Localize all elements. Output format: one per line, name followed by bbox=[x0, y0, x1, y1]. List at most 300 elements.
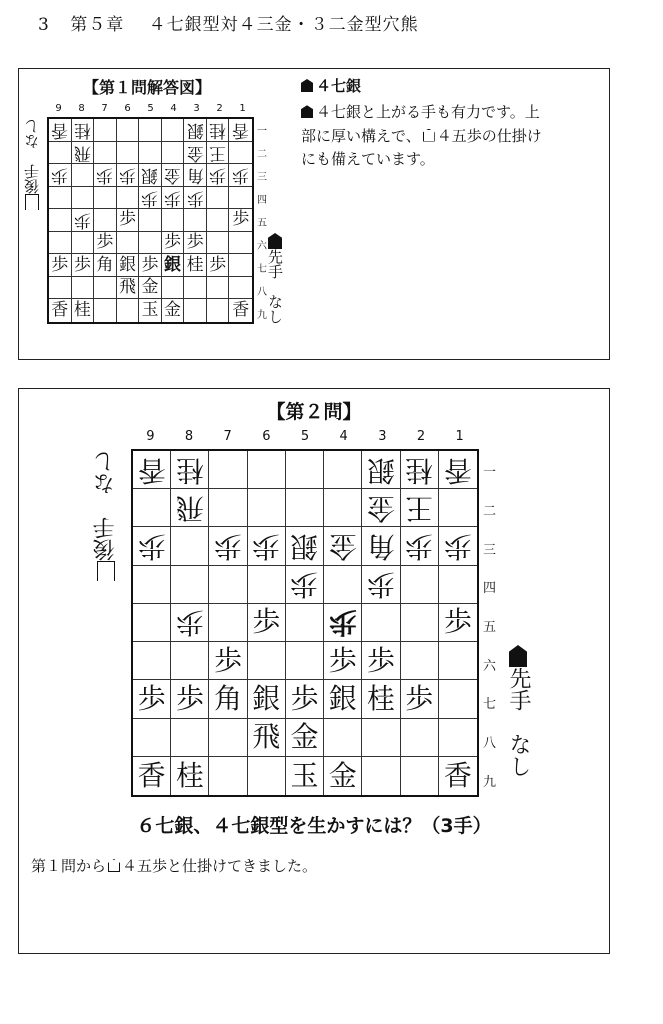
board-square bbox=[286, 489, 324, 527]
board-square bbox=[117, 299, 140, 322]
shogi-piece: 歩 bbox=[290, 568, 319, 602]
board-square bbox=[117, 209, 140, 232]
board-square bbox=[139, 119, 162, 142]
column-label: 1 bbox=[239, 103, 246, 114]
board-square bbox=[286, 642, 324, 680]
row-label: 九 bbox=[483, 774, 497, 790]
shogi-piece: 飛 bbox=[73, 142, 91, 163]
shogi-piece: 歩 bbox=[252, 605, 281, 639]
shogi-piece: 角 bbox=[214, 681, 243, 715]
column-label: 1 bbox=[455, 429, 464, 444]
page-header bbox=[38, 10, 419, 35]
board-square bbox=[139, 277, 162, 300]
row-label: 九 bbox=[257, 309, 267, 321]
board-square bbox=[184, 209, 207, 232]
board-square bbox=[209, 680, 247, 718]
shogi-piece: 歩 bbox=[252, 530, 281, 564]
problem1-box bbox=[18, 68, 610, 360]
board-square bbox=[72, 164, 95, 187]
board-square bbox=[207, 142, 230, 165]
shogi-piece: 歩 bbox=[118, 165, 136, 186]
board-square bbox=[248, 527, 286, 565]
board-square bbox=[49, 299, 72, 322]
board-square bbox=[401, 757, 439, 795]
board-square bbox=[162, 232, 185, 255]
shogi-piece: 王 bbox=[405, 491, 434, 525]
board-square bbox=[401, 680, 439, 718]
sente-label: 先手 bbox=[506, 667, 531, 711]
board-square bbox=[162, 119, 185, 142]
board-square bbox=[139, 209, 162, 232]
board-square bbox=[362, 489, 400, 527]
gote-label: 後手 bbox=[93, 517, 118, 561]
shogi-piece: 歩 bbox=[137, 530, 166, 564]
shogi-piece: 歩 bbox=[290, 681, 319, 715]
column-label: 7 bbox=[101, 103, 108, 114]
problem1-sente-info bbox=[267, 233, 282, 324]
gote-label: 後手 bbox=[23, 164, 41, 194]
shogi-piece: 玉 bbox=[290, 758, 319, 792]
board-square bbox=[139, 232, 162, 255]
board-square bbox=[362, 451, 400, 489]
board-square bbox=[72, 277, 95, 300]
board-square bbox=[94, 142, 117, 165]
board-square bbox=[162, 164, 185, 187]
shogi-piece: 桂 bbox=[405, 453, 434, 487]
row-label: 六 bbox=[257, 240, 267, 252]
shogi-piece: 歩 bbox=[186, 187, 204, 208]
problem1-board bbox=[47, 117, 254, 324]
problem1-title: 【第１問解答図】 bbox=[83, 78, 212, 97]
shogi-piece: 桂 bbox=[73, 300, 91, 321]
board-square bbox=[49, 232, 72, 255]
board-square bbox=[248, 566, 286, 604]
shogi-piece: 歩 bbox=[164, 187, 182, 208]
board-square bbox=[49, 209, 72, 232]
problem2-board bbox=[131, 449, 479, 797]
board-square bbox=[286, 719, 324, 757]
gote-icon bbox=[108, 859, 120, 872]
board-square bbox=[324, 642, 362, 680]
board-square bbox=[439, 757, 477, 795]
problem1-gote-info bbox=[25, 119, 40, 210]
board-square bbox=[439, 527, 477, 565]
shogi-piece: 王 bbox=[209, 142, 227, 163]
shogi-piece: 香 bbox=[443, 758, 472, 792]
shogi-piece: 桂 bbox=[175, 758, 204, 792]
board-square bbox=[117, 232, 140, 255]
board-square bbox=[72, 187, 95, 210]
problem1-column-labels bbox=[47, 103, 254, 117]
column-label: 3 bbox=[193, 103, 200, 114]
board-square bbox=[286, 527, 324, 565]
board-square bbox=[94, 254, 117, 277]
shogi-piece: 歩 bbox=[96, 165, 114, 186]
shogi-piece: 玉 bbox=[141, 300, 159, 321]
board-square bbox=[171, 527, 209, 565]
board-square bbox=[171, 604, 209, 642]
board-square bbox=[139, 142, 162, 165]
board-square bbox=[72, 209, 95, 232]
shogi-piece: 歩 bbox=[366, 643, 395, 677]
row-label: 六 bbox=[483, 658, 497, 674]
board-square bbox=[229, 277, 252, 300]
column-label: 7 bbox=[223, 429, 232, 444]
board-square bbox=[49, 119, 72, 142]
shogi-piece: 香 bbox=[232, 120, 250, 141]
shogi-piece: 角 bbox=[96, 254, 114, 275]
shogi-piece: 歩 bbox=[73, 210, 91, 231]
board-square bbox=[324, 566, 362, 604]
gote-icon bbox=[25, 194, 39, 210]
board-square bbox=[117, 277, 140, 300]
column-label: 4 bbox=[170, 103, 177, 114]
problem2-intro: 第１問から ４五歩と仕掛けてきました。 bbox=[31, 857, 318, 875]
shogi-piece: 金 bbox=[328, 758, 357, 792]
shogi-piece: 歩 bbox=[96, 232, 114, 253]
board-square bbox=[133, 566, 171, 604]
board-square bbox=[94, 232, 117, 255]
sente-icon bbox=[509, 645, 527, 667]
board-square bbox=[133, 642, 171, 680]
board-square bbox=[209, 719, 247, 757]
sente-icon bbox=[301, 105, 313, 118]
board-square bbox=[171, 680, 209, 718]
board-square bbox=[248, 604, 286, 642]
problem2-gote-info bbox=[95, 451, 117, 581]
gote-hand: なし bbox=[23, 119, 41, 149]
board-square bbox=[362, 719, 400, 757]
board-square bbox=[171, 566, 209, 604]
problem2-title: 【第２問】 bbox=[266, 401, 362, 423]
row-label: 一 bbox=[483, 465, 497, 481]
board-square bbox=[49, 254, 72, 277]
board-square bbox=[439, 566, 477, 604]
shogi-piece: 銀 bbox=[164, 254, 182, 275]
board-square bbox=[133, 451, 171, 489]
row-label: 三 bbox=[483, 542, 497, 558]
board-square bbox=[184, 119, 207, 142]
board-square bbox=[401, 451, 439, 489]
board-square bbox=[362, 680, 400, 718]
board-square bbox=[207, 232, 230, 255]
board-square bbox=[229, 119, 252, 142]
board-square bbox=[49, 142, 72, 165]
board-square bbox=[94, 187, 117, 210]
board-square bbox=[324, 719, 362, 757]
board-square bbox=[184, 277, 207, 300]
shogi-piece: 桂 bbox=[209, 120, 227, 141]
shogi-piece: 歩 bbox=[164, 232, 182, 253]
column-label: 5 bbox=[300, 429, 310, 444]
shogi-piece: 銀 bbox=[290, 530, 319, 564]
shogi-piece: 桂 bbox=[186, 254, 204, 275]
board-square bbox=[162, 187, 185, 210]
board-square bbox=[229, 299, 252, 322]
sente-hand: なし bbox=[266, 294, 284, 324]
board-square bbox=[362, 642, 400, 680]
board-square bbox=[117, 164, 140, 187]
shogi-piece: 金 bbox=[328, 530, 357, 564]
board-square bbox=[162, 209, 185, 232]
board-square bbox=[324, 757, 362, 795]
board-square bbox=[439, 604, 477, 642]
shogi-piece: 桂 bbox=[175, 453, 204, 487]
shogi-piece: 歩 bbox=[328, 643, 357, 677]
sente-label: 先手 bbox=[266, 249, 284, 279]
shogi-piece: 歩 bbox=[175, 681, 204, 715]
board-square bbox=[117, 187, 140, 210]
shogi-piece: 歩 bbox=[328, 606, 357, 640]
shogi-piece: 銀 bbox=[186, 120, 204, 141]
column-label: 5 bbox=[147, 103, 154, 114]
gote-icon bbox=[423, 129, 435, 142]
shogi-piece: 金 bbox=[186, 142, 204, 163]
board-square bbox=[184, 142, 207, 165]
shogi-piece: 香 bbox=[51, 300, 69, 321]
board-square bbox=[72, 254, 95, 277]
board-square bbox=[94, 277, 117, 300]
row-label: 五 bbox=[257, 217, 267, 229]
row-label: 七 bbox=[483, 697, 497, 713]
board-square bbox=[184, 299, 207, 322]
shogi-piece: 銀 bbox=[366, 453, 395, 487]
board-square bbox=[133, 604, 171, 642]
shogi-piece: 歩 bbox=[73, 254, 91, 275]
board-square bbox=[72, 232, 95, 255]
board-square bbox=[324, 527, 362, 565]
board-square bbox=[133, 719, 171, 757]
board-square bbox=[117, 254, 140, 277]
board-square bbox=[209, 566, 247, 604]
board-square bbox=[324, 680, 362, 718]
board-square bbox=[207, 299, 230, 322]
row-label: 四 bbox=[257, 194, 267, 206]
board-square bbox=[171, 451, 209, 489]
row-label: 二 bbox=[257, 148, 267, 160]
shogi-piece: 香 bbox=[137, 758, 166, 792]
shogi-piece: 歩 bbox=[232, 209, 250, 230]
board-square bbox=[209, 489, 247, 527]
chapter-number: 3 bbox=[38, 15, 50, 35]
board-square bbox=[439, 642, 477, 680]
board-square bbox=[229, 232, 252, 255]
board-square bbox=[133, 680, 171, 718]
board-square bbox=[94, 164, 117, 187]
shogi-piece: 歩 bbox=[175, 606, 204, 640]
board-square bbox=[184, 164, 207, 187]
shogi-piece: 歩 bbox=[141, 254, 159, 275]
column-label: 6 bbox=[124, 103, 131, 114]
board-square bbox=[139, 187, 162, 210]
row-label: 四 bbox=[483, 581, 497, 597]
board-square bbox=[49, 187, 72, 210]
shogi-piece: 金 bbox=[290, 720, 319, 754]
board-square bbox=[229, 209, 252, 232]
shogi-piece: 銀 bbox=[328, 681, 357, 715]
shogi-piece: 歩 bbox=[209, 165, 227, 186]
board-square bbox=[162, 299, 185, 322]
board-square bbox=[439, 680, 477, 718]
shogi-piece: 桂 bbox=[73, 120, 91, 141]
shogi-piece: 飛 bbox=[118, 277, 136, 298]
shogi-piece: 銀 bbox=[118, 254, 136, 275]
board-square bbox=[286, 451, 324, 489]
board-square bbox=[171, 719, 209, 757]
board-square bbox=[162, 254, 185, 277]
shogi-piece: 歩 bbox=[118, 209, 136, 230]
row-label: 八 bbox=[257, 286, 267, 298]
board-square bbox=[401, 642, 439, 680]
shogi-piece: 歩 bbox=[214, 643, 243, 677]
board-square bbox=[139, 254, 162, 277]
row-label: 七 bbox=[257, 263, 267, 275]
board-square bbox=[362, 757, 400, 795]
board-square bbox=[94, 299, 117, 322]
board-square bbox=[207, 209, 230, 232]
board-square bbox=[324, 489, 362, 527]
problem2-sente-info bbox=[507, 645, 529, 777]
shogi-piece: 銀 bbox=[141, 165, 159, 186]
board-square bbox=[248, 719, 286, 757]
shogi-piece: 金 bbox=[366, 491, 395, 525]
board-square bbox=[184, 187, 207, 210]
shogi-piece: 歩 bbox=[443, 530, 472, 564]
shogi-piece: 角 bbox=[186, 165, 204, 186]
shogi-piece: 歩 bbox=[405, 530, 434, 564]
board-square bbox=[229, 142, 252, 165]
problem1-answer bbox=[301, 75, 601, 171]
shogi-piece: 歩 bbox=[366, 568, 395, 602]
board-square bbox=[286, 757, 324, 795]
column-label: 8 bbox=[78, 103, 85, 114]
shogi-piece: 歩 bbox=[443, 605, 472, 639]
board-square bbox=[207, 254, 230, 277]
board-square bbox=[229, 187, 252, 210]
row-label: 五 bbox=[483, 620, 497, 635]
board-square bbox=[207, 119, 230, 142]
board-square bbox=[184, 232, 207, 255]
board-square bbox=[439, 489, 477, 527]
board-square bbox=[184, 254, 207, 277]
chapter-title: ４七銀型対４三金・３二金型穴熊 bbox=[148, 15, 419, 35]
board-square bbox=[171, 757, 209, 795]
board-square bbox=[94, 209, 117, 232]
shogi-piece: 香 bbox=[51, 120, 69, 141]
board-square bbox=[229, 254, 252, 277]
board-square bbox=[439, 451, 477, 489]
board-square bbox=[207, 187, 230, 210]
shogi-piece: 歩 bbox=[209, 254, 227, 275]
board-square bbox=[207, 164, 230, 187]
board-square bbox=[133, 527, 171, 565]
board-square bbox=[401, 604, 439, 642]
shogi-piece: 歩 bbox=[186, 232, 204, 253]
board-square bbox=[324, 604, 362, 642]
board-square bbox=[171, 489, 209, 527]
problem2-box bbox=[18, 388, 610, 954]
board-square bbox=[362, 566, 400, 604]
shogi-piece: 香 bbox=[443, 453, 472, 487]
board-square bbox=[133, 757, 171, 795]
shogi-piece: 歩 bbox=[214, 530, 243, 564]
board-square bbox=[362, 527, 400, 565]
row-label: 三 bbox=[257, 171, 267, 183]
problem2-row-labels bbox=[481, 449, 499, 797]
shogi-piece: 歩 bbox=[405, 681, 434, 715]
board-square bbox=[162, 142, 185, 165]
board-square bbox=[171, 642, 209, 680]
row-label: 八 bbox=[483, 736, 497, 751]
shogi-piece: 銀 bbox=[252, 681, 281, 715]
board-square bbox=[117, 142, 140, 165]
column-label: 2 bbox=[416, 429, 426, 444]
board-square bbox=[286, 680, 324, 718]
problem2-column-labels bbox=[131, 429, 479, 449]
board-square bbox=[49, 164, 72, 187]
chapter-label: 第５章 bbox=[70, 15, 125, 35]
board-square bbox=[286, 566, 324, 604]
board-square bbox=[209, 604, 247, 642]
column-label: 6 bbox=[262, 429, 271, 444]
board-square bbox=[362, 604, 400, 642]
sente-icon bbox=[268, 233, 282, 249]
board-square bbox=[248, 757, 286, 795]
board-square bbox=[324, 451, 362, 489]
column-label: 2 bbox=[216, 103, 223, 114]
shogi-piece: 金 bbox=[164, 300, 182, 321]
shogi-piece: 飛 bbox=[175, 491, 204, 525]
board-square bbox=[49, 277, 72, 300]
gote-icon bbox=[97, 561, 115, 581]
column-label: 4 bbox=[339, 429, 348, 444]
answer-comment: ４七銀と上がる手も有力です。上 部に厚い構えで、 ４五歩の仕掛け にも備えています。 bbox=[301, 103, 542, 168]
shogi-piece: 桂 bbox=[366, 681, 395, 715]
sente-icon bbox=[301, 79, 313, 92]
board-square bbox=[248, 451, 286, 489]
gote-hand: なし bbox=[93, 451, 118, 495]
board-square bbox=[209, 642, 247, 680]
board-square bbox=[439, 719, 477, 757]
shogi-piece: 香 bbox=[137, 453, 166, 487]
shogi-piece: 歩 bbox=[141, 187, 159, 208]
board-square bbox=[401, 489, 439, 527]
shogi-piece: 歩 bbox=[51, 254, 69, 275]
board-square bbox=[207, 277, 230, 300]
row-label: 二 bbox=[483, 504, 497, 519]
board-square bbox=[209, 757, 247, 795]
shogi-piece: 金 bbox=[141, 277, 159, 298]
board-square bbox=[401, 566, 439, 604]
board-square bbox=[117, 119, 140, 142]
board-square bbox=[72, 119, 95, 142]
board-square bbox=[401, 527, 439, 565]
shogi-piece: 歩 bbox=[137, 681, 166, 715]
column-label: 9 bbox=[55, 103, 62, 114]
board-square bbox=[248, 680, 286, 718]
shogi-piece: 角 bbox=[366, 530, 395, 564]
column-label: 8 bbox=[184, 429, 194, 444]
board-square bbox=[401, 719, 439, 757]
sente-hand: なし bbox=[506, 733, 531, 777]
problem2-question: ６七銀、４七銀型を生かすには？（3手） bbox=[136, 815, 492, 837]
board-square bbox=[72, 142, 95, 165]
board-square bbox=[248, 642, 286, 680]
board-square bbox=[248, 489, 286, 527]
answer-move: ４七銀 bbox=[301, 75, 601, 98]
shogi-piece: 歩 bbox=[232, 165, 250, 186]
board-square bbox=[94, 119, 117, 142]
